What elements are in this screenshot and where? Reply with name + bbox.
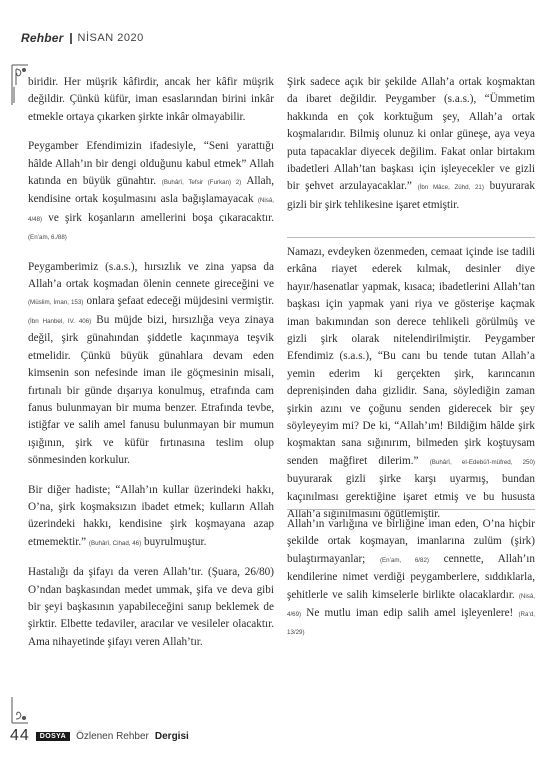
- publication-name-bold: Dergisi: [154, 730, 189, 742]
- paragraph: biridir. Her müşrik kâfirdir, ancak her kâfir müşrik değildir. Çünkü küfür, iman esaslarından birini inkâr etmekle ortaya çıkarken şirkte inkâr olmayabilir.: [28, 76, 274, 123]
- section-divider: [287, 509, 535, 510]
- citation: (En’am, 6/82): [379, 556, 429, 564]
- header-separator: [70, 33, 72, 44]
- citation: (En’am, 6./88): [28, 234, 67, 242]
- citation: (Buhârî, Tefsir (Furkan) 2): [161, 179, 242, 187]
- issue-date: NİSAN 2020: [77, 32, 144, 44]
- citation: (İbn Hanbel, IV. 406): [28, 317, 92, 325]
- brand-logo: Rehber: [21, 31, 64, 45]
- right-column-bottom: [287, 516, 535, 654]
- section-badge: DOSYA: [36, 732, 70, 741]
- citation: (Ra’d, 13/29): [287, 611, 535, 637]
- paragraph: Bir diğer hadiste; “Allah’ın kullar üzerindeki hakkı, O’na, şirk koşmaksızın ibadet etmek; kulların Allah üzerindeki hakkı, kendisine şirk koşmayana azap etmemektir.” (Buhârî, Cihad, 46) buyrulmuştur.: [28, 483, 274, 548]
- page-number: 44: [10, 727, 30, 744]
- corner-ornament-bottom-icon: [10, 695, 30, 725]
- citation: (Buhârî, el-Edebü’l-müfred, 250): [429, 458, 535, 466]
- section-divider: [287, 237, 535, 238]
- right-column: [287, 74, 535, 226]
- corner-ornament-icon: [10, 63, 30, 107]
- citation: (Müslim, İman, 153): [28, 299, 84, 307]
- page-header: [21, 30, 144, 46]
- citation: (Nisâ, 4/69): [287, 592, 535, 619]
- citation: (Nisâ, 4/48): [28, 197, 274, 223]
- publication-name: Özlenen Rehber: [76, 730, 149, 742]
- paragraph: Namazı, evdeyken özenmeden, cemaat içinde ise tadili erkâna riayet ederek kılmak, desinler diye hayır/hasenatlar yapmak, kısaca; ibadetlerini Allah’tan başkası için yapmak yani riya ve gösterişe kaçmak iman bakımından son derece tehlikeli görülmüş ve gizli şirk olarak nitelendirilmiştir. Peygamber Efendimiz (s.a.s.), “Bu canı bu tende tutan Allah’a yemin ederim ki gerçekten şirk, karıncanın depreniṣinden daha gizlidir. Sana, söylediğin zaman şirkin azını ve çoğunu senden giderecek bir şey söyleyeyim mi? De ki, “Allah’ım! Bildiğim hâlde şirk koşmaktan sana sığınırım, bilmeden şirk koştuysam senden mağfiret dilerim.” (Buhârî, el-Edebü’l-müfred, 250) buyurarak gizli şirke karşı uyarmış, bundan kaçınılması gerektiğine işaret etmiş ve bu hususta Allah’a sığınılmasını öğütlemiştir.: [287, 246, 535, 521]
- paragraph: Allah’ın varlığına ve birliğine iman eden, O’na hiçbir şekilde ortak koşmayan, imanlarına zulüm (şirk) bulaştırmayanlar; (En’am, 6/82) cennette, Allah’ın kendilerine nimet verdiği peygamberlere, sıddıklarla, şehitlerle ve salih kimselerle birlikte olacaklardır. (Nisâ, 4/69) Ne mutlu iman edip salih amel işleyenlere! (Ra’d, 13/29): [287, 518, 535, 637]
- paragraph: Peygamberimiz (s.a.s.), hırsızlık ve zina yapsa da Allah’a ortak koşmadan ölenin cennete gireceğini ve (Müslim, İman, 153) onlara şefaat edeceği müjdesini vermiştir. (İbn Hanbel, IV. 406) Bu müjde bizi, hırsızlığa veya zinaya değil, şirk günahından şiddetle kaçınmaya teşvik etmelidir. Çünkü büyük günahlara devam eden kimsenin son nefesinde iman ile göçmesinin misali, fırtınalı bir günde dışarıya konulmuş, etrafında cam fanus bulunmayan bir muma benzer. Etrafında tevbe, istiğfar ve salih amel fanusu bulunmayan bir mumun ışığının, şirk ve küfür fırtınasına teslim olup sönmesinden korkulur.: [28, 260, 274, 467]
- left-column: [28, 74, 274, 663]
- paragraph: Peygamber Efendimizin ifadesiyle, “Seni yarattığı hâlde Allah’ın bir dengi olduğunu kabul etmek” Allah katında en büyük günahtır. (Buhârî, Tefsir (Furkan) 2) Allah, kendisine ortak koşulmasını asla bağışlamayacak (Nisâ, 4/48) ve şirk koşanların amellerini boşa çıkaracaktır. (En’am, 6./88): [28, 140, 274, 242]
- citation: (İbn Mâce, Zühd, 21): [417, 184, 484, 192]
- paragraph: Hastalığı da şifayı da veren Allah’tır. (Şuara, 26/80) O’ndan başkasından medet ummak, şifa ve deva gibi bir şeyi başkasının yapabileceğini sanıp beklemek de şirktir. Elbette tedaviler, aracılar ve vesileler olacaktır. Ama nihayetinde şifayı veren Allah’tır.: [28, 566, 274, 648]
- citation: (Buhârî, Cihad, 46): [88, 539, 142, 547]
- right-column-middle: [287, 244, 535, 536]
- paragraph: Şirk sadece açık bir şekilde Allah’a ortak koşmaktan da ibaret değildir. Peygamber (s.a.s.), “Ümmetim hakkında en çok korktuğum şey, Allah’a ortak koşmalarıdır. Bilmiş olunuz ki onlar güneşe, aya veya puta tapacaklar diyecek değilim. Fakat onlar birtakım ibadetleri Allah’tan başkası için işleyecekler ve gizli bir şehvet arzulayacaklar.” (İbn Mâce, Zühd, 21) buyurarak gizli bir şirk tehlikesine işaret etmiştir.: [287, 76, 535, 211]
- page-footer: [10, 727, 189, 745]
